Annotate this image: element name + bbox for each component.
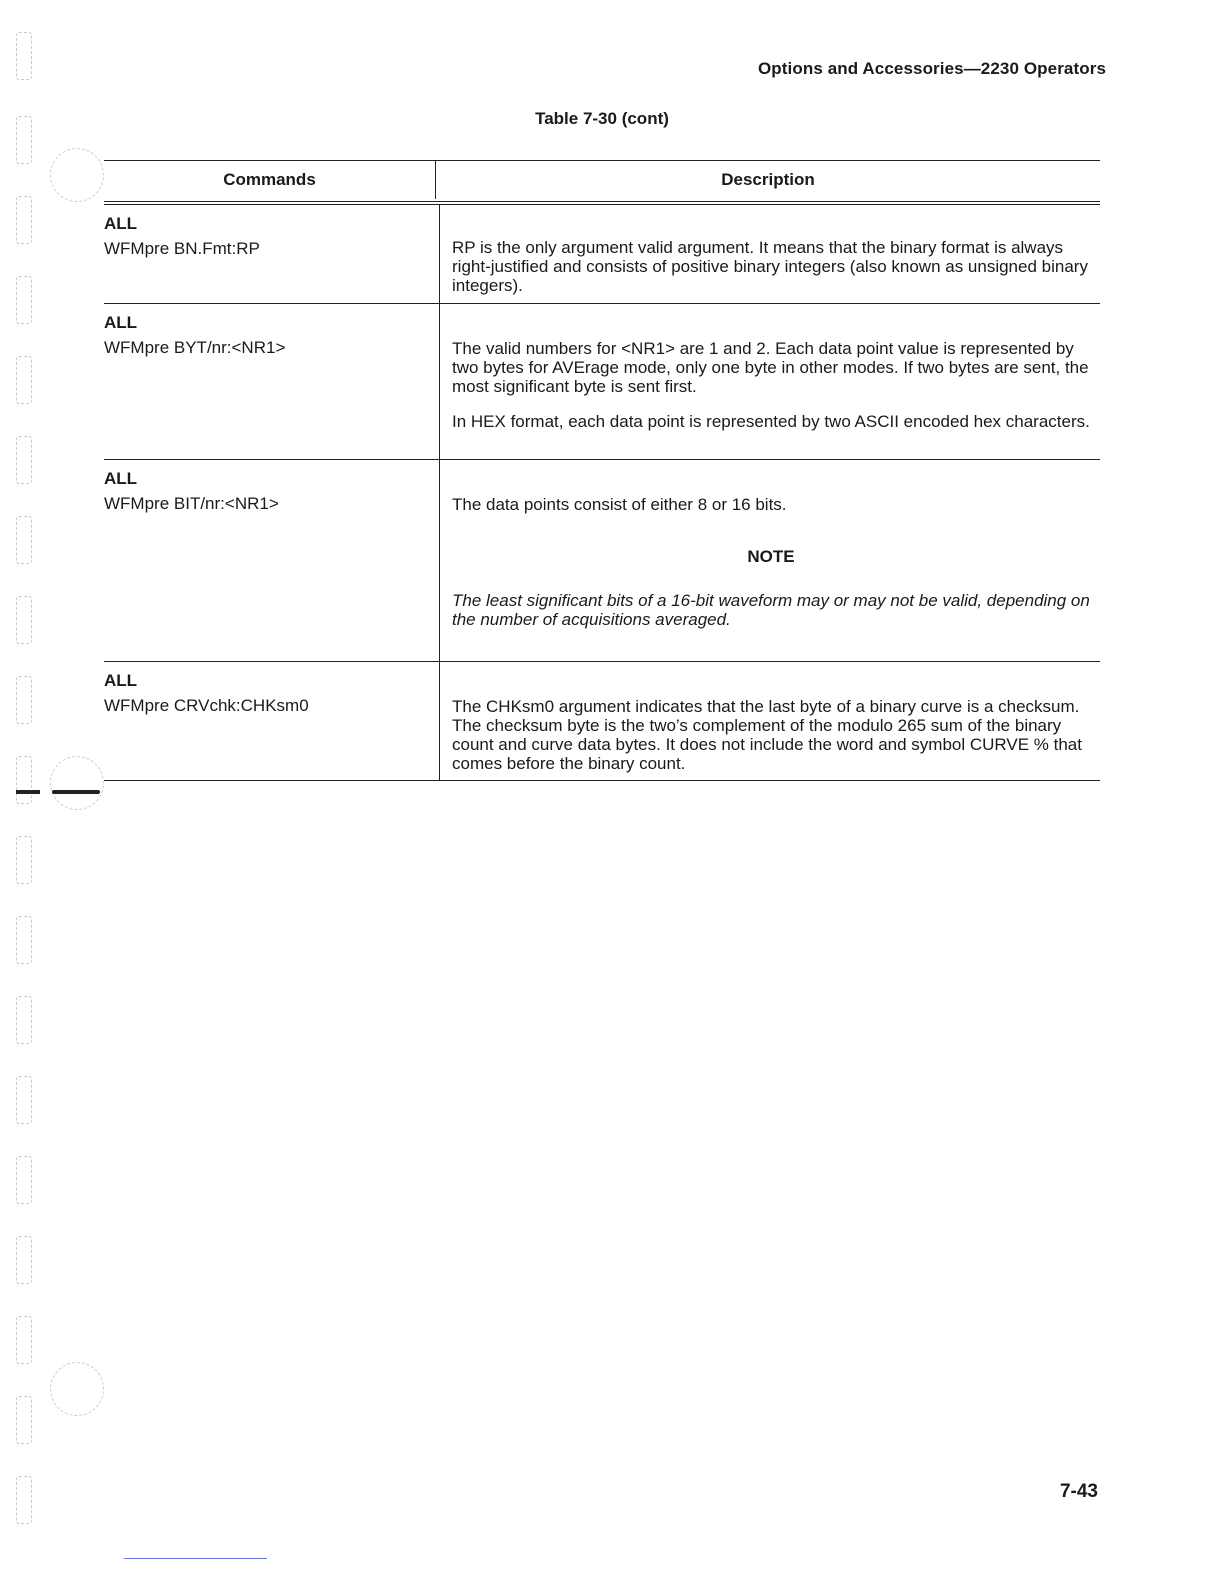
binder-slot: [16, 1396, 32, 1444]
binder-slot: [16, 916, 32, 964]
table-row: [104, 304, 1100, 460]
binder-slot: [16, 1076, 32, 1124]
header-commands: Commands: [223, 170, 316, 189]
command-cell: [104, 662, 439, 780]
scan-edge-line: [124, 1558, 267, 1559]
binder-strip: [12, 20, 42, 1560]
binder-slot: [16, 1316, 32, 1364]
binder-slot: [16, 1156, 32, 1204]
command-text: WFMpre BYT/nr:<NR1>: [104, 338, 286, 357]
description-text: RP is the only argument valid argument. It means that the binary format is always right-justified and consists of positive binary integers (also known as unsigned binary integers).: [452, 238, 1088, 295]
binder-mark: [52, 790, 100, 794]
binder-slot: [16, 676, 32, 724]
binder-hole: [50, 1362, 104, 1416]
table-row: [104, 662, 1100, 781]
note-title: NOTE: [747, 547, 795, 566]
command-text: WFMpre CRVchk:CHKsm0: [104, 696, 309, 715]
binder-slot: [16, 276, 32, 324]
command-text: WFMpre BN.Fmt:RP: [104, 239, 260, 258]
binder-slot: [16, 356, 32, 404]
commands-table: [104, 160, 1100, 781]
command-cell: [104, 205, 439, 303]
table-header: [104, 160, 1100, 199]
description-text: The CHKsm0 argument indicates that the last byte of a binary curve is a checksum. The checksum byte is the two’s complement of the modulo 265 sum of the binary count and curve data bytes. It does not include the word and symbol CURVE % that comes before the binary count.: [452, 697, 1082, 773]
table-row: [104, 205, 1100, 304]
binder-hole: [50, 756, 104, 810]
binder-slot: [16, 196, 32, 244]
table-row: [104, 460, 1100, 662]
note-text: The least significant bits of a 16-bit waveform may or may not be valid, depending on the number of acquisitions averaged.: [452, 591, 1090, 629]
binder-mark: [16, 790, 40, 794]
binder-slot: [16, 32, 32, 80]
command-group: ALL: [104, 313, 138, 332]
description-cell: [439, 304, 1100, 459]
page-number: 7-43: [1059, 1481, 1098, 1502]
binder-slot: [16, 596, 32, 644]
binder-hole: [50, 148, 104, 202]
command-group: ALL: [104, 671, 138, 690]
description-text: The data points consist of either 8 or 16 bits.: [452, 495, 787, 514]
binder-slot: [16, 756, 32, 804]
description-text: The valid numbers for <NR1> are 1 and 2. Each data point value is represented by two bytes for AVErage mode, only one byte in other modes. If two bytes are sent, the most significant byte is sent first.: [452, 339, 1089, 396]
binder-slot: [16, 836, 32, 884]
command-group: ALL: [104, 469, 138, 488]
description-cell: [439, 662, 1100, 780]
description-text: In HEX format, each data point is represented by two ASCII encoded hex characters.: [452, 412, 1090, 431]
description-cell: [439, 205, 1100, 303]
command-text: WFMpre BIT/nr:<NR1>: [104, 494, 279, 513]
command-group: ALL: [104, 214, 138, 233]
binder-slot: [16, 436, 32, 484]
binder-slot: [16, 1476, 32, 1524]
running-head: Options and Accessories—2230 Operators: [757, 59, 1106, 78]
command-cell: [104, 460, 439, 661]
header-description: Description: [435, 161, 1100, 199]
command-cell: [104, 304, 439, 459]
table-title: Table 7-30 (cont): [535, 109, 669, 128]
description-cell: [439, 460, 1100, 661]
binder-slot: [16, 1236, 32, 1284]
binder-slot: [16, 996, 32, 1044]
binder-slot: [16, 516, 32, 564]
